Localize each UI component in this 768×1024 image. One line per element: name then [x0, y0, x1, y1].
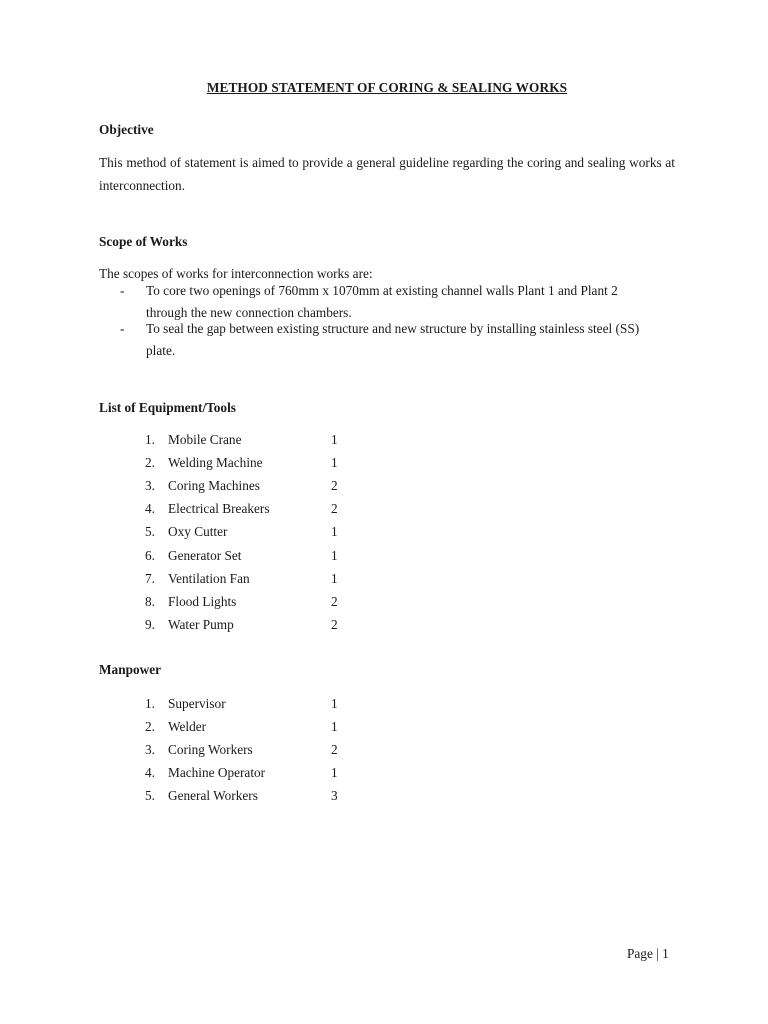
- list-item-name: Mobile Crane: [168, 432, 242, 447]
- list-item-number: 5.: [145, 788, 155, 804]
- list-item-name: General Workers: [168, 788, 258, 804]
- list-item-quantity: 1: [331, 547, 338, 563]
- list-item-name: Coring Workers: [168, 742, 253, 758]
- bullet-dash: -: [120, 321, 125, 336]
- bullet-text-line: To seal the gap between existing structure and new structure by installing stainless steel (SS): [146, 321, 640, 336]
- list-item-number: 2.: [145, 719, 155, 735]
- bullet-dash: -: [120, 283, 125, 298]
- list-item-number: 6.: [145, 547, 155, 563]
- list-item-number: 8.: [145, 593, 155, 609]
- list-item-quantity: 1: [331, 432, 338, 447]
- objective-paragraph: This method of statement is aimed to provide a general guideline regarding the coring and sealing works at interconnection.: [99, 155, 675, 193]
- list-item-quantity: 1: [331, 696, 338, 711]
- bullet-text-line: To core two openings of 760mm x 1070mm at existing channel walls Plant 1 and Plant 2: [146, 283, 618, 298]
- list-item-number: 1.: [145, 432, 155, 447]
- bullet-text: [146, 321, 675, 359]
- list-item-name: Machine Operator: [168, 765, 266, 781]
- list-item-name: Flood Lights: [168, 593, 237, 609]
- list-item-name: Generator Set: [168, 547, 242, 563]
- objective-heading: Objective: [99, 122, 154, 137]
- list-item-name: Welding Machine: [168, 455, 263, 471]
- list-item-name: Water Pump: [168, 616, 234, 632]
- list-item-quantity: 3: [331, 788, 338, 804]
- list-item-quantity: 1: [331, 719, 338, 735]
- list-item-number: 4.: [145, 765, 155, 781]
- bullet-text-line: through the new connection chambers.: [146, 305, 352, 320]
- list-item-number: 7.: [145, 570, 155, 586]
- list-item-name: Ventilation Fan: [168, 570, 250, 586]
- list-item-name: Coring Machines: [168, 478, 260, 494]
- bullet-text-line: plate.: [146, 343, 176, 358]
- list-item-number: 3.: [145, 742, 155, 758]
- list-item-number: 5.: [145, 524, 155, 540]
- document-title: METHOD STATEMENT OF CORING & SEALING WORKS: [206, 80, 568, 95]
- list-item-quantity: 2: [331, 478, 338, 494]
- equipment-heading: List of Equipment/Tools: [99, 400, 236, 415]
- manpower-heading: Manpower: [99, 662, 162, 677]
- scope-heading: Scope of Works: [99, 234, 188, 249]
- page-number: Page | 1: [627, 946, 669, 961]
- list-item-quantity: 1: [331, 524, 338, 540]
- list-item-quantity: 1: [331, 455, 338, 471]
- list-item-number: 3.: [145, 478, 155, 494]
- list-item-quantity: 1: [331, 765, 338, 781]
- list-item-quantity: 2: [331, 616, 338, 632]
- list-item-name: Welder: [168, 719, 207, 735]
- list-item-number: 9.: [145, 616, 155, 632]
- list-item-quantity: 2: [331, 501, 338, 517]
- list-item-quantity: 2: [331, 593, 338, 609]
- scope-intro: The scopes of works for interconnection works are:: [99, 266, 373, 281]
- list-item-quantity: 1: [331, 570, 338, 586]
- list-item-name: Electrical Breakers: [168, 501, 270, 517]
- list-item-number: 4.: [145, 501, 155, 517]
- list-item-number: 2.: [145, 455, 155, 471]
- bullet-text: [146, 283, 675, 321]
- list-item-name: Supervisor: [168, 696, 226, 711]
- list-item-number: 1.: [145, 696, 155, 711]
- list-item-name: Oxy Cutter: [168, 524, 228, 540]
- list-item-quantity: 2: [331, 742, 338, 758]
